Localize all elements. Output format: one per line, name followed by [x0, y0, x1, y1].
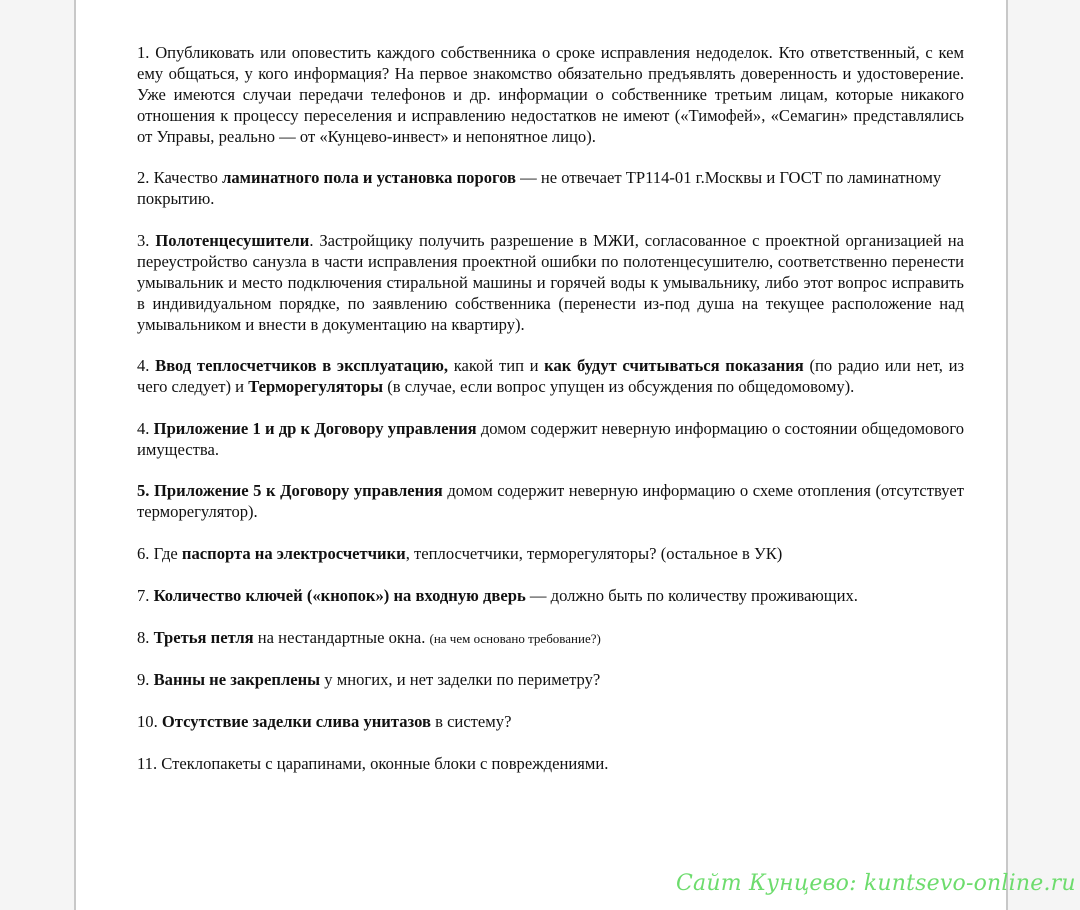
- item-9: [137, 670, 964, 691]
- item-4a-mid-2: (по радио или нет, из чего следует) и: [137, 356, 964, 397]
- document-page: [74, 0, 1008, 910]
- site-watermark: Сайт Кунцево: kuntsevo-online.ru: [676, 871, 1076, 896]
- item-4b: [137, 419, 964, 461]
- item-8: [137, 628, 964, 650]
- item-4b-suffix: домом содержит неверную информацию о состоянии общедомового имущества.: [137, 418, 965, 459]
- item-3: [137, 231, 964, 336]
- item-9-bold: Ванны не закреплены: [153, 670, 321, 690]
- item-10-prefix: 10.: [137, 711, 162, 731]
- item-10: [137, 712, 964, 733]
- item-7: [137, 586, 964, 607]
- item-4a: [137, 356, 964, 398]
- item-10-bold: Отсутствие заделки слива унитазов: [161, 711, 431, 731]
- item-4a-bold-1: Ввод теплосчетчиков в эксплуатацию,: [155, 356, 449, 376]
- item-6: [137, 544, 964, 565]
- item-3-bold: Полотенцесушители: [155, 230, 310, 250]
- item-4a-bold-2: как будут считываться показания: [544, 356, 804, 376]
- item-6-suffix: , теплосчетчики, терморегуляторы? (остальное в УК): [405, 544, 783, 564]
- item-8-suffix: на нестандартные окна.: [253, 627, 430, 647]
- item-11: [137, 754, 964, 775]
- item-8-note: (на чем основано требование?): [429, 630, 601, 646]
- item-7-suffix: — должно быть по количеству проживающих.: [525, 585, 858, 605]
- item-2-suffix: — не отвечает ТР114-01 г.Москвы и ГОСТ по ламинатному покрытию.: [137, 168, 942, 209]
- item-3-suffix: . Застройщику получить разрешение в МЖИ, согласованное с проектной организацией на переустройство санузла в части исправления проектной ошибки по полотенцесушителю, соответственно перенести умывальник и место подключения стиральной машины и горячей воды к умывальнику, либо этот вопрос исправить в индивидуальном порядке, по заявлению собственника (перенести из-под душа на текущее расположение над умывальником и внести в документацию на квартиру).: [137, 230, 965, 334]
- item-4a-suffix: (в случае, если вопрос упущен из обсуждения по общедомовому).: [383, 377, 855, 397]
- item-4b-prefix: 4.: [137, 418, 154, 438]
- item-1: [137, 43, 964, 148]
- item-5-bold: 5. Приложение 5 к Договору управления: [137, 481, 443, 501]
- item-7-bold: Количество ключей («кнопок») на входную дверь: [153, 585, 526, 605]
- item-2-prefix: 2. Качество: [137, 168, 223, 188]
- item-3-prefix: 3.: [137, 230, 156, 250]
- item-7-prefix: 7.: [137, 585, 154, 605]
- item-4b-bold: Приложение 1 и др к Договору управления: [153, 418, 477, 438]
- item-8-bold: Третья петля: [153, 627, 254, 647]
- item-9-suffix: у многих, и нет заделки по периметру?: [320, 670, 601, 690]
- document-content: [137, 43, 964, 795]
- item-4a-bold-3: Терморегуляторы: [248, 377, 384, 397]
- item-4a-mid-1: какой тип и: [448, 356, 545, 376]
- item-6-prefix: 6. Где: [137, 544, 182, 564]
- item-10-suffix: в систему?: [430, 711, 512, 731]
- item-1-text: 1. Опубликовать или оповестить каждого собственника о сроке исправления недоделок. Кто ответственный, с кем ему общаться, у кого информация? На первое знакомство обязательно предъявлять доверенность и удостоверение. Уже имеются случаи передачи телефонов и др. информации о собственнике третьим лицам, которые никакого отношения к процессу переселения и исправлению недостатков не имеют («Тимофей», «Семагин» представлялись от Управы, реально — от «Кунцево-инвест» и непонятное лицо).: [137, 43, 964, 146]
- item-6-bold: паспорта на электросчетчики: [181, 544, 406, 564]
- item-5: [137, 481, 964, 523]
- item-9-prefix: 9.: [137, 670, 154, 690]
- item-11-text: 11. Стеклопакеты с царапинами, оконные блоки с повреждениями.: [137, 753, 609, 773]
- item-8-prefix: 8.: [137, 627, 154, 647]
- item-2: [137, 168, 964, 210]
- item-5-suffix: домом содержит неверную информацию о схеме отопления (отсутствует терморегулятор).: [137, 481, 964, 522]
- item-2-bold: ламинатного пола и установка порогов: [222, 168, 516, 188]
- item-4a-prefix: 4.: [137, 356, 156, 376]
